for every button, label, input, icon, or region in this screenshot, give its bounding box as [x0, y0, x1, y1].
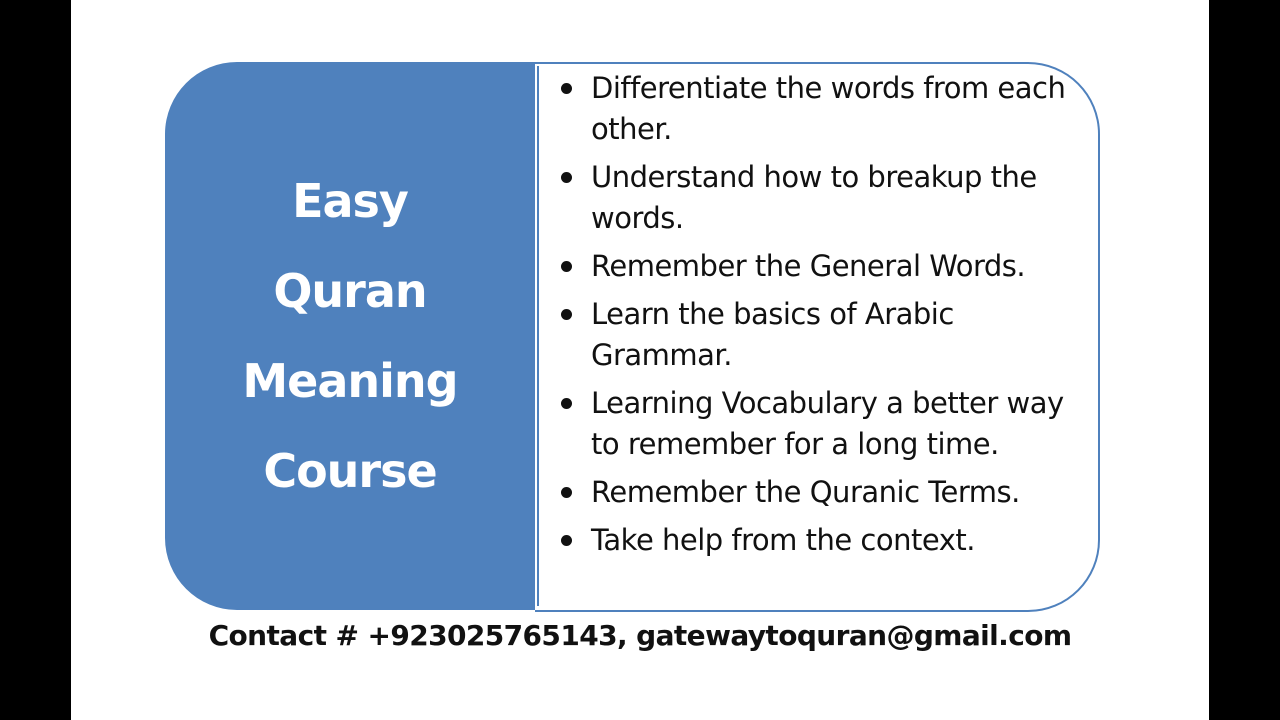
list-item [558, 246, 1078, 287]
list-item [558, 157, 1078, 239]
list-item-text: Learn the basics of Arabic Grammar. [591, 297, 954, 372]
list-item-text: Remember the Quranic Terms. [591, 475, 1020, 509]
bullet-icon [561, 309, 572, 320]
objectives-list [558, 68, 1078, 568]
bullet-icon [561, 172, 572, 183]
list-item [558, 294, 1078, 376]
course-title-line-1: Easy [292, 174, 408, 228]
list-item [558, 472, 1078, 513]
list-item-text: Take help from the context. [591, 523, 975, 557]
list-item-text: Understand how to breakup the words. [591, 160, 1037, 235]
course-title-line-4: Course [263, 444, 437, 498]
list-item-text: Differentiate the words from each other. [591, 71, 1066, 146]
bullet-icon [561, 535, 572, 546]
course-title-panel [165, 62, 535, 610]
bullet-icon [561, 487, 572, 498]
list-item-text: Learning Vocabulary a better way to remember for a long time. [591, 386, 1064, 461]
list-item-text: Remember the General Words. [591, 249, 1026, 283]
course-title-line-3: Meaning [242, 354, 458, 408]
contact-info: Contact # +923025765143, gatewaytoquran@gmail.com [208, 619, 1072, 652]
panel-divider [537, 66, 539, 606]
bullet-icon [561, 261, 572, 272]
list-item [558, 383, 1078, 465]
course-title-line-2: Quran [273, 264, 427, 318]
list-item [558, 520, 1078, 561]
bullet-icon [561, 83, 572, 94]
bullet-icon [561, 398, 572, 409]
list-item [558, 68, 1078, 150]
